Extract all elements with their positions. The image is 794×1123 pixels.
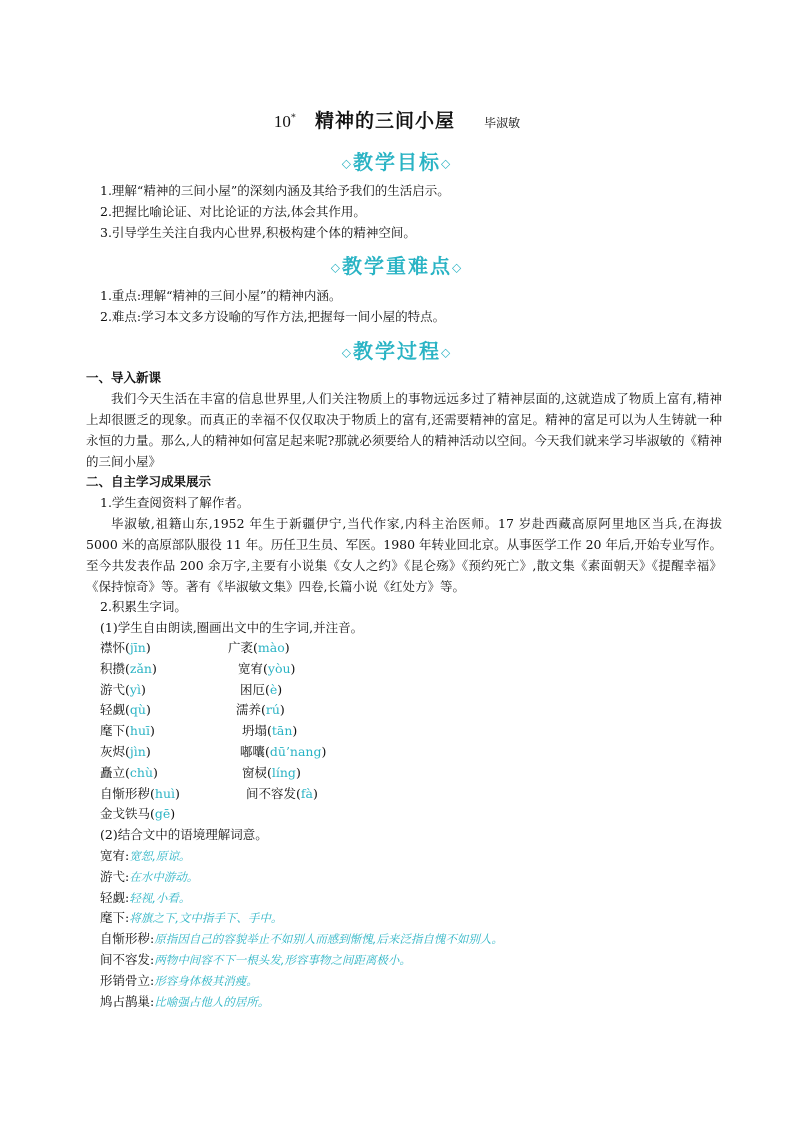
lesson-title-text: 精神的三间小屋 <box>314 110 455 132</box>
pinyin: fà <box>300 785 313 801</box>
section-heading-goals: ◇教学目标◇ <box>341 150 453 174</box>
vocab-item: 襟怀(jīn) <box>100 640 151 655</box>
pinyin: yì <box>129 681 141 697</box>
definition-item: 形销骨立:形容身体极其消瘦。 <box>100 972 258 988</box>
vocab-item: 积攒(zǎn) <box>100 660 157 676</box>
goal-line: 2.把握比喻论证、对比论证的方法,体会其作用。 <box>100 204 366 219</box>
pinyin: zǎn <box>129 660 152 676</box>
definition-text: 宽恕,原谅。 <box>129 849 191 863</box>
pinyin: huī <box>129 723 150 739</box>
keypoint-line: 1.重点:理解“精神的三间小屋”的精神内涵。 <box>100 288 342 303</box>
definition-item: 轻觑:轻视,小看。 <box>100 889 191 905</box>
vocab-item: 困厄(è) <box>240 681 283 697</box>
pinyin: è <box>269 681 278 697</box>
definition-item: 自惭形秽:原指因自己的容貌举止不如别人而感到惭愧,后来泛指自愧不如别人。 <box>100 931 503 947</box>
step-2-label: 2.积累生字词。 <box>100 599 187 614</box>
vocab-item: 游弋(yì) <box>100 681 146 697</box>
lesson-title <box>0 106 794 133</box>
vocab-item: 窗棂(líng) <box>242 764 301 780</box>
pinyin: huì <box>154 785 175 801</box>
vocab-item: 濡养(rú) <box>236 702 285 718</box>
definition-text: 原指因自己的容貌举止不如别人而感到惭愧,后来泛指自愧不如别人。 <box>154 932 503 947</box>
vocab-item: 自惭形秽(huì) <box>100 785 180 801</box>
vocab-item: 坍塌(tān) <box>242 723 298 739</box>
definition-text: 轻视,小看。 <box>129 890 191 905</box>
vocab-item: 金戈铁马(gē) <box>100 806 176 822</box>
pinyin: jìn <box>129 744 146 759</box>
vocab-item: 矗立(chù) <box>100 764 158 780</box>
lesson-author: 毕淑敏 <box>484 116 521 130</box>
definition-text: 两物中间容不下一根头发,形容事物之间距离极小。 <box>154 953 411 967</box>
process-heading-1: 一、导入新课 <box>86 370 162 385</box>
definition-item: 鸠占鹊巢:比喻强占他人的居所。 <box>100 993 270 1009</box>
vocab-item: 轻觑(qù) <box>100 702 151 718</box>
pinyin: rú <box>265 702 280 718</box>
lesson-number: 10* <box>273 112 296 131</box>
pinyin: líng <box>271 764 296 780</box>
step-2a-label: (1)学生自由朗读,圈画出文中的生字词,并注音。 <box>100 620 364 635</box>
section-heading-keypoints: ◇教学重难点◇ <box>330 254 464 278</box>
definition-item: 间不容发:两物中间容不下一根头发,形容事物之间距离极小。 <box>100 952 411 967</box>
definition-item: 游弋:在水中游动。 <box>100 868 199 884</box>
step-1-label: 1.学生查阅资料了解作者。 <box>100 495 250 510</box>
author-bio-paragraph: 毕淑敏,祖籍山东,1952 年生于新疆伊宁,当代作家,内科主治医师。17 岁赴西藏高原阿里地区当兵,在海拔 5000 米的高原部队服役 11 年。历任卫生员、军医。1980 年转业回北京。从事医学工作 20 年后,开始专业写作。至今共发表作品 200 余万字,主要有小说集《女人之约》《昆仑殇》《预约死亡》,散文集《素面朝天》《提醒幸福》《保持惊奇》等。著有《毕淑敏文集》四卷,长篇小说《红处方》等。 <box>86 516 722 594</box>
pinyin: yòu <box>267 660 291 676</box>
vocab-item: 麾下(huī) <box>100 723 155 739</box>
definition-text: 形容身体极其消瘦。 <box>154 973 258 988</box>
definition-item: 宽宥:宽恕,原谅。 <box>100 848 191 863</box>
step-2b-label: (2)结合文中的语境理解词意。 <box>100 827 268 842</box>
pinyin: jīn <box>129 640 146 655</box>
definition-item: 麾下:将旗之下,文中指手下、手中。 <box>100 910 283 926</box>
vocab-item: 灰烬(jìn) <box>100 744 151 759</box>
vocab-item: 广袤(mào) <box>228 640 290 655</box>
goal-line: 3.引导学生关注自我内心世界,积极构建个体的精神空间。 <box>100 225 416 240</box>
definition-text: 将旗之下,文中指手下、手中。 <box>129 911 283 926</box>
section-heading-process: ◇教学过程◇ <box>341 339 453 363</box>
pinyin: mào <box>257 640 285 655</box>
vocab-item: 间不容发(fà) <box>246 785 318 801</box>
pinyin: dū’nang <box>269 744 322 759</box>
definition-text: 比喻强占他人的居所。 <box>154 994 270 1009</box>
intro-paragraph: 我们今天生活在丰富的信息世界里,人们关注物质上的事物远远多过了精神层面的,这就造成了物质上富有,精神上却很匮乏的现象。而真正的幸福不仅仅取决于物质上的富有,还需要精神的富足。精神的富足可以为人生铸就一种永恒的力量。那么,人的精神如何富足起来呢?那就必须要给人的精神活动以空间。今天我们就来学习毕淑敏的《精神的三间小屋》 <box>86 391 722 469</box>
pinyin: gē <box>154 806 171 822</box>
pinyin: tān <box>271 723 293 739</box>
pinyin: qù <box>129 702 146 718</box>
goal-line: 1.理解“精神的三间小屋”的深刻内涵及其给予我们的生活启示。 <box>100 183 450 198</box>
process-heading-2: 二、自主学习成果展示 <box>86 474 212 489</box>
vocab-item: 宽宥(yòu) <box>238 660 296 676</box>
pinyin: chù <box>129 764 153 780</box>
keypoint-line: 2.难点:学习本文多方设喻的写作方法,把握每一间小屋的特点。 <box>100 309 446 324</box>
definition-text: 在水中游动。 <box>129 869 199 884</box>
vocab-item: 嘟囔(dū’nang) <box>240 744 327 759</box>
